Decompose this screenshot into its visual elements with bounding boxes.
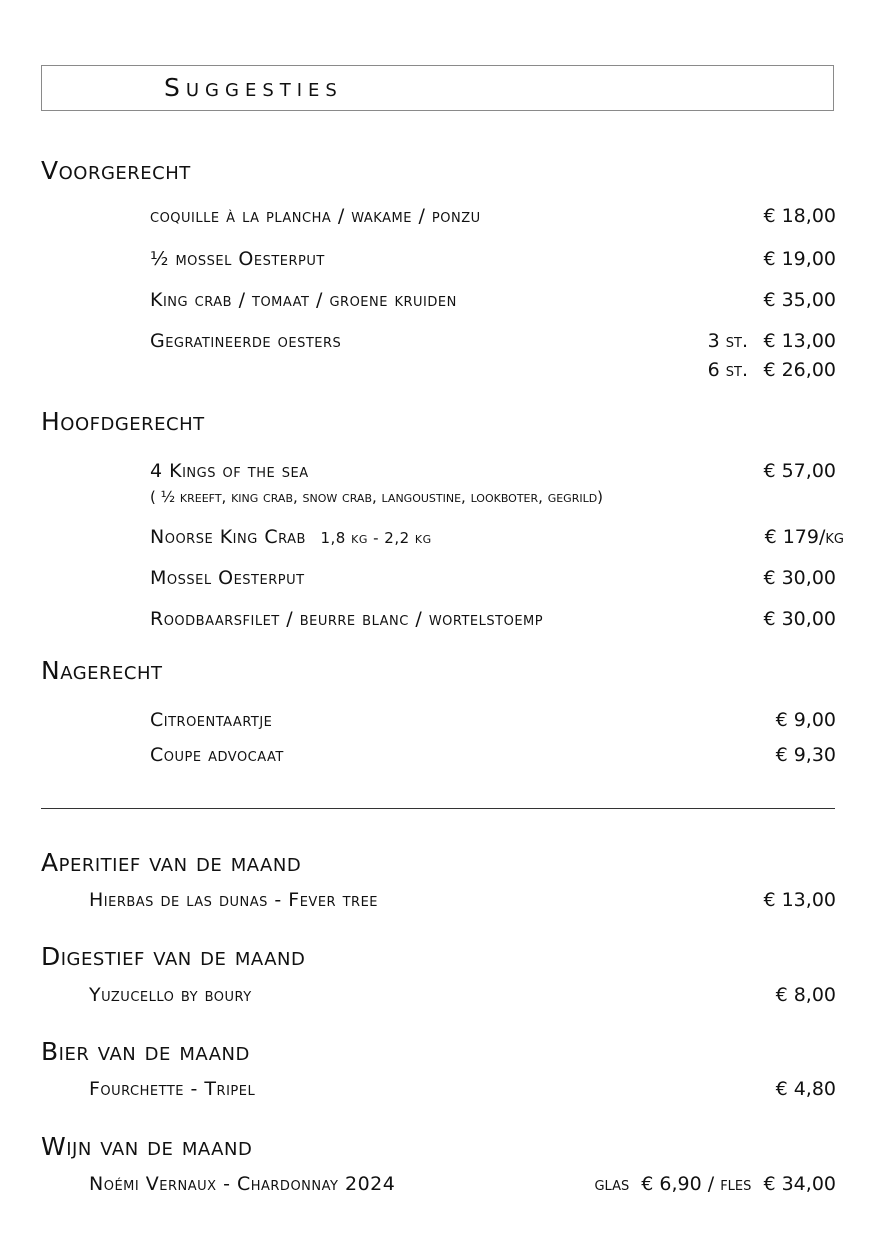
menu-item-price: € 9,30 [775, 744, 836, 766]
title-box [41, 65, 834, 111]
menu-item-name: Roodbaarsfilet / beurre blanc / wortelstoemp [150, 608, 544, 630]
menu-item-name: Yuzucello by boury [89, 984, 252, 1006]
menu-item-name: Noorse King Crab [150, 526, 306, 548]
menu-item-price: € 8,00 [775, 984, 836, 1006]
menu-item-price: € 4,80 [775, 1078, 836, 1100]
section-heading-wijn: Wijn van de maand [41, 1132, 253, 1161]
menu-item-price: € 13,00 [763, 889, 836, 911]
menu-item-name: Hierbas de las dunas - Fever tree [89, 889, 379, 911]
menu-item-price: € 57,00 [763, 460, 836, 482]
menu-item-name: Coupe advocaat [150, 744, 284, 766]
section-heading-nagerecht: Nagerecht [41, 656, 163, 685]
menu-item-quantity: 6 st. [707, 359, 748, 381]
menu-item-name: 4 Kings of the sea [150, 460, 309, 482]
section-heading-hoofdgerecht: Hoofdgerecht [41, 407, 205, 436]
menu-item-price: € 13,00 [763, 330, 836, 352]
menu-item-name: ½ mossel Oesterput [150, 248, 325, 270]
menu-item-quantity: 3 st. [707, 330, 748, 352]
section-heading-digestief: Digestief van de maand [41, 942, 306, 971]
section-heading-aperitief: Aperitief van de maand [41, 848, 302, 877]
menu-item-price: € 9,00 [775, 709, 836, 731]
menu-item-name: Gegratineerde oesters [150, 330, 342, 352]
section-divider [41, 808, 835, 809]
menu-item-description: ( ½ kreeft, king crab, snow crab, langoustine, lookboter, gegrild) [150, 488, 604, 506]
menu-item-price: € 30,00 [763, 567, 836, 589]
menu-item-price: glas € 6,90 / fles € 34,00 [594, 1173, 836, 1195]
menu-item-price: € 18,00 [763, 205, 836, 227]
menu-item-name-row [150, 525, 432, 550]
menu-item-name: Fourchette - Tripel [89, 1078, 256, 1100]
menu-item-price: € 26,00 [763, 359, 836, 381]
menu-item-weight: 1,8 kg - 2,2 kg [320, 529, 432, 547]
section-heading-voorgerecht: Voorgerecht [41, 156, 191, 185]
page-title: Suggesties [164, 73, 343, 102]
menu-item-price: € 179/kg [764, 526, 844, 548]
menu-item-price: € 30,00 [763, 608, 836, 630]
menu-item-name: coquille à la plancha / wakame / ponzu [150, 205, 481, 227]
section-heading-bier: Bier van de maand [41, 1037, 250, 1066]
menu-item-name: Citroentaartje [150, 709, 273, 731]
menu-item-name: Mossel Oesterput [150, 567, 305, 589]
menu-item-price: € 19,00 [763, 248, 836, 270]
menu-item-price: € 35,00 [763, 289, 836, 311]
menu-item-name: Noémi Vernaux - Chardonnay 2024 [89, 1173, 396, 1195]
menu-item-name: King crab / tomaat / groene kruiden [150, 289, 457, 311]
